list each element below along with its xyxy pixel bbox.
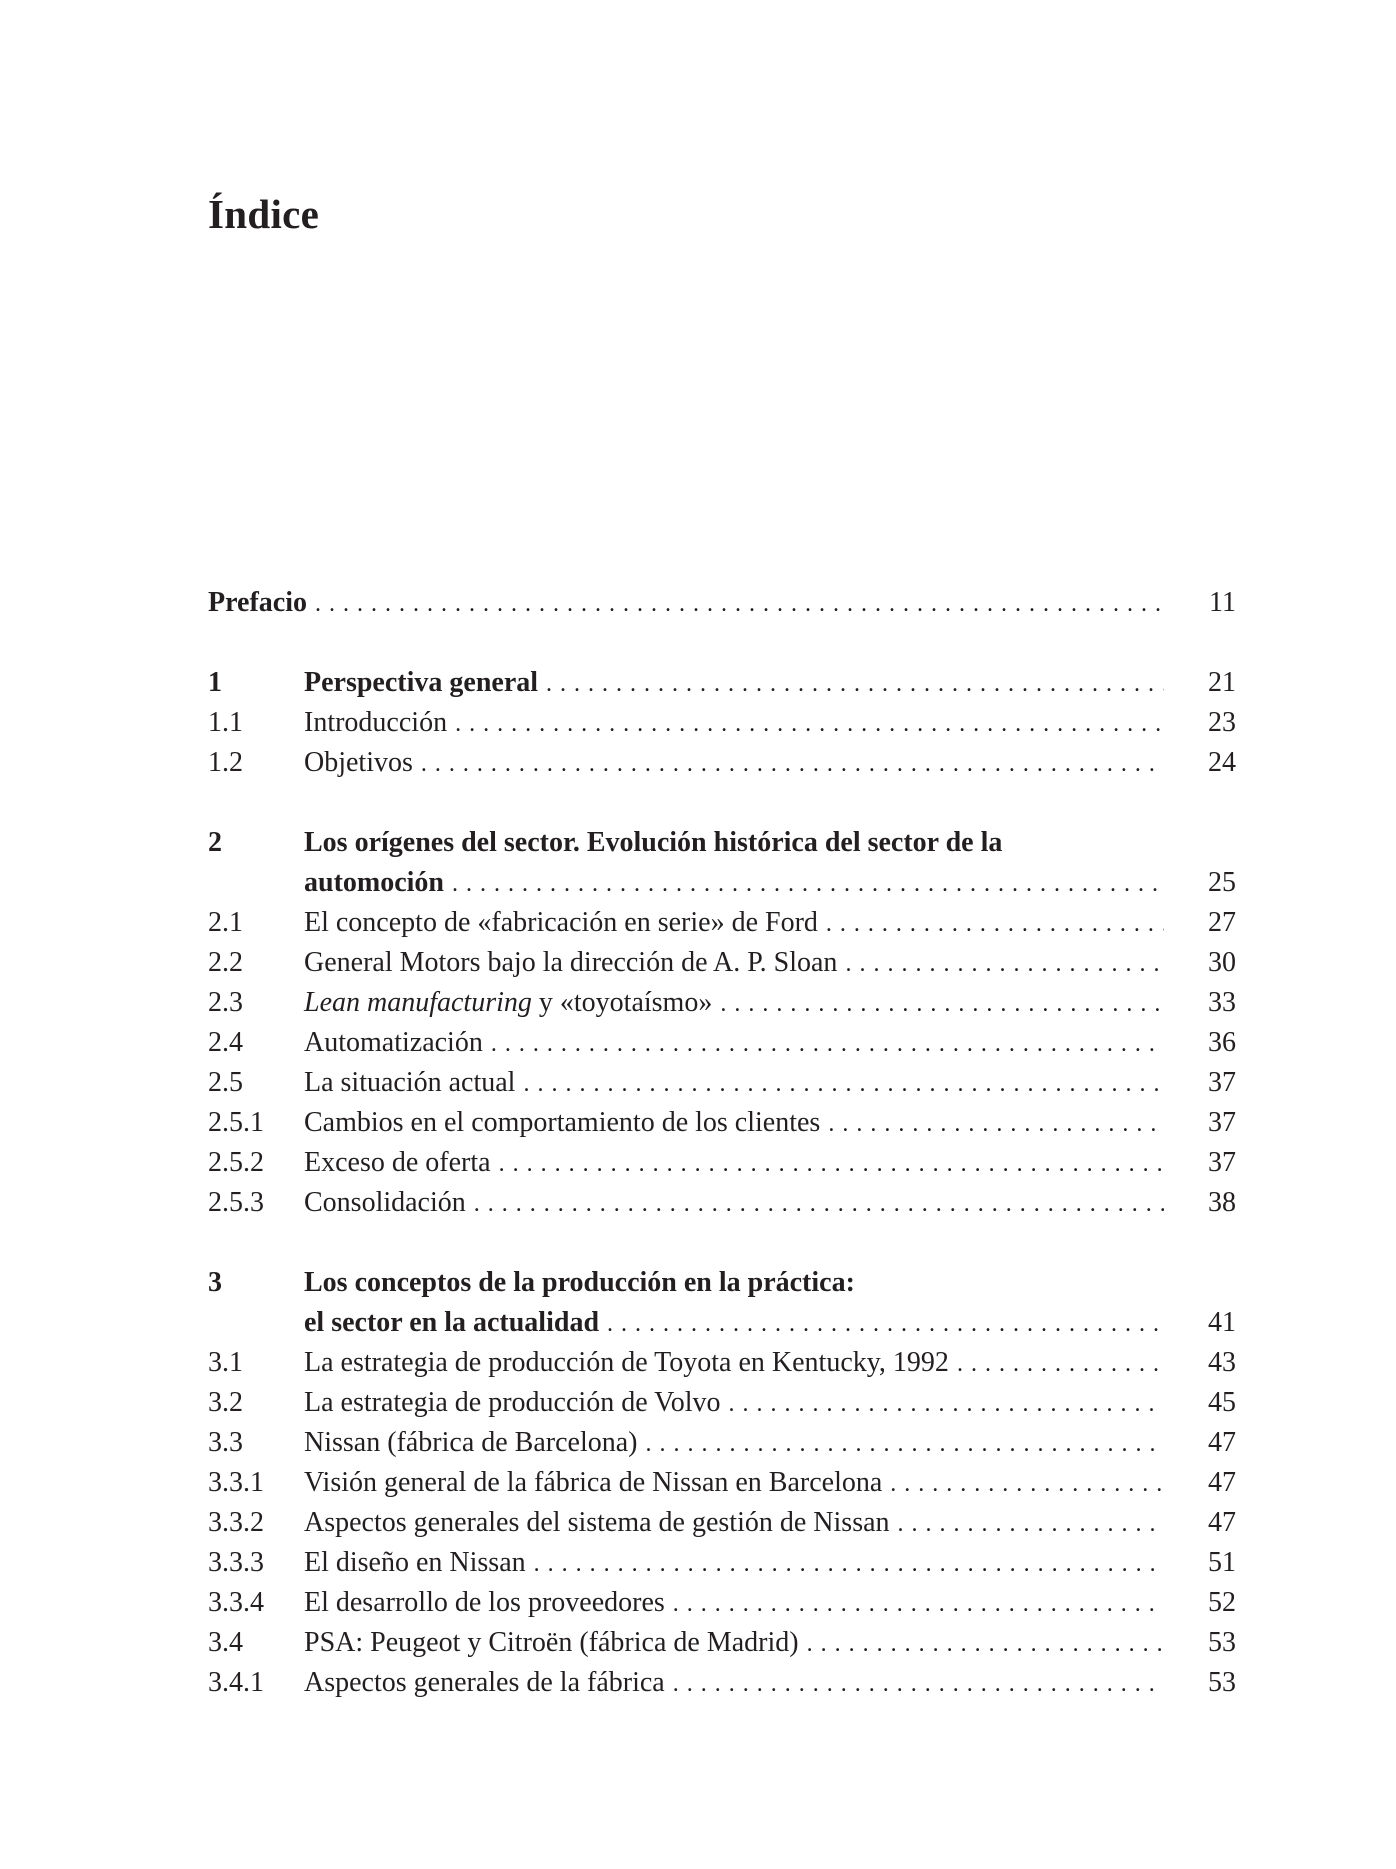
toc-entry-title: Nissan (fábrica de Barcelona): [304, 1427, 638, 1458]
toc-entry-title: El desarrollo de los proveedores: [304, 1587, 665, 1618]
dot-leader: [607, 1304, 1164, 1344]
toc-entry-number: 3.3.4: [208, 1587, 264, 1618]
toc-entry-chapter-3-line2[interactable]: [208, 1303, 1236, 1343]
dot-leader: [646, 1424, 1165, 1464]
toc-entry-title: La estrategia de producción de Volvo: [304, 1387, 721, 1418]
toc-entry-number: 3: [208, 1267, 222, 1298]
toc-entry-page: 47: [1208, 1507, 1236, 1538]
toc-group-chapter-2: [208, 823, 1236, 1223]
dot-leader: [534, 1544, 1164, 1584]
toc-entry-title-italic: Lean manufacturing: [304, 987, 532, 1018]
toc-entry-number: 1.2: [208, 747, 243, 778]
toc-entry-page: 25: [1208, 867, 1236, 898]
toc-entry-number: 3.3.1: [208, 1467, 264, 1498]
toc-entry[interactable]: [208, 1143, 1236, 1183]
toc-group-chapter-3: [208, 1263, 1236, 1703]
toc-entry-title: Aspectos generales del sistema de gestión de Nissan: [304, 1507, 890, 1538]
toc-entry[interactable]: [208, 1183, 1236, 1223]
toc-entry-title-rest: y «toyotaísmo»: [531, 987, 713, 1018]
toc-entry-title: Los conceptos de la producción en la práctica:: [304, 1267, 855, 1298]
dot-leader: [807, 1624, 1164, 1664]
toc-entry-number: 2.5.3: [208, 1187, 264, 1218]
toc-entry-title: La estrategia de producción de Toyota en Kentucky, 1992: [304, 1347, 949, 1378]
dot-leader: [673, 1664, 1164, 1704]
toc-entry-page: 37: [1208, 1067, 1236, 1098]
dot-leader: [890, 1464, 1164, 1504]
toc-entry-title: El diseño en Nissan: [304, 1547, 526, 1578]
toc-entry-page: 23: [1208, 707, 1236, 738]
dot-leader: [455, 704, 1164, 744]
toc-entry-number: 3.3.3: [208, 1547, 264, 1578]
toc-entry-preface[interactable]: [208, 583, 1236, 623]
toc-entry-title: Visión general de la fábrica de Nissan en Barcelona: [304, 1467, 883, 1498]
toc-entry[interactable]: [208, 1623, 1236, 1663]
toc-entry-page: 53: [1208, 1667, 1236, 1698]
toc-entry-number: 2.5.2: [208, 1147, 264, 1178]
dot-leader: [546, 664, 1164, 704]
toc-entry-page: 43: [1208, 1347, 1236, 1378]
toc-entry-title: Consolidación: [304, 1187, 466, 1218]
toc-entry-page: 53: [1208, 1627, 1236, 1658]
toc-entry[interactable]: [208, 1383, 1236, 1423]
toc-entry-page: 51: [1208, 1547, 1236, 1578]
toc-entry-page: 38: [1208, 1187, 1236, 1218]
toc-group-preface: [208, 583, 1236, 623]
toc-entry-number: 3.1: [208, 1347, 243, 1378]
toc-entry-title: El concepto de «fabricación en serie» de Ford: [304, 907, 818, 938]
dot-leader: [421, 744, 1164, 784]
toc-entry-number: 2.5: [208, 1067, 243, 1098]
toc-entry-page: 37: [1208, 1107, 1236, 1138]
toc-group-chapter-1: [208, 663, 1236, 783]
toc-entry-title: PSA: Peugeot y Citroën (fábrica de Madrid): [304, 1627, 799, 1658]
toc-entry[interactable]: [208, 983, 1236, 1023]
toc-entry-page: 36: [1208, 1027, 1236, 1058]
dot-leader: [474, 1184, 1164, 1224]
toc-entry[interactable]: [208, 1503, 1236, 1543]
toc-entry-number: 2: [208, 827, 222, 858]
toc-entry-number: 3.4: [208, 1627, 243, 1658]
toc-entry-number: 2.4: [208, 1027, 243, 1058]
toc-entry-page: 41: [1208, 1307, 1236, 1338]
toc-entry-page: 24: [1208, 747, 1236, 778]
dot-leader: [499, 1144, 1164, 1184]
toc-entry-title: La situación actual: [304, 1067, 516, 1098]
toc-entry[interactable]: [208, 1063, 1236, 1103]
toc-entry-title: General Motors bajo la dirección de A. P. Sloan: [304, 947, 838, 978]
toc-entry-number: 2.3: [208, 987, 243, 1018]
dot-leader: [523, 1064, 1164, 1104]
toc-entry-page: 37: [1208, 1147, 1236, 1178]
toc-entry-page: 21: [1208, 667, 1236, 698]
toc-entry-title: [304, 983, 712, 1023]
toc-entry-title: Automatización: [304, 1027, 483, 1058]
toc-entry[interactable]: [208, 1423, 1236, 1463]
toc-entry[interactable]: [208, 743, 1236, 783]
toc-entry-title: Introducción: [304, 707, 448, 738]
toc-entry-number: 2.2: [208, 947, 243, 978]
dot-leader: [828, 1104, 1164, 1144]
dot-leader: [673, 1584, 1164, 1624]
page-title: Índice: [208, 191, 320, 237]
dot-leader: [898, 1504, 1164, 1544]
toc-entry-chapter-3-line1[interactable]: [208, 1263, 1236, 1303]
toc-entry[interactable]: [208, 1543, 1236, 1583]
toc-entry[interactable]: [208, 1023, 1236, 1063]
toc-entry-page: 30: [1208, 947, 1236, 978]
toc-entry-number: 3.3.2: [208, 1507, 264, 1538]
toc-entry[interactable]: [208, 1463, 1236, 1503]
toc-entry[interactable]: [208, 703, 1236, 743]
toc-entry-number: 1.1: [208, 707, 243, 738]
toc-entry-title-continued: el sector en la actualidad: [304, 1307, 600, 1338]
toc-entry-title-continued: automoción: [304, 867, 444, 898]
toc-entry-title: Prefacio: [208, 587, 307, 618]
dot-leader: [729, 1384, 1165, 1424]
dot-leader: [491, 1024, 1164, 1064]
toc-entry-page: 47: [1208, 1427, 1236, 1458]
toc-entry-number: 3.2: [208, 1387, 243, 1418]
toc-entry-chapter-2-line1[interactable]: [208, 823, 1236, 863]
toc-entry[interactable]: [208, 1343, 1236, 1383]
toc-entry[interactable]: [208, 1663, 1236, 1703]
dot-leader: [826, 904, 1164, 944]
toc-entry-number: 2.5.1: [208, 1107, 264, 1138]
toc-entry-number: 3.4.1: [208, 1667, 264, 1698]
dot-leader: [720, 984, 1164, 1024]
toc-entry-title: Exceso de oferta: [304, 1147, 491, 1178]
toc-entry-number: 3.3: [208, 1427, 243, 1458]
toc-entry-title: Objetivos: [304, 747, 413, 778]
toc-entry-page: 45: [1208, 1387, 1236, 1418]
toc-entry-page: 52: [1208, 1587, 1236, 1618]
toc-entry-page: 33: [1208, 987, 1236, 1018]
toc-entry-chapter-1[interactable]: [208, 663, 1236, 703]
dot-leader: [845, 944, 1164, 984]
dot-leader: [957, 1344, 1164, 1384]
toc-entry[interactable]: [208, 1583, 1236, 1623]
toc-entry-page: 47: [1208, 1467, 1236, 1498]
toc-entry-chapter-2-line2[interactable]: [208, 863, 1236, 903]
toc-entry-title: Aspectos generales de la fábrica: [304, 1667, 665, 1698]
toc-entry[interactable]: [208, 903, 1236, 943]
toc-entry-number: 2.1: [208, 907, 243, 938]
toc-entry-page: 27: [1208, 907, 1236, 938]
toc-entry-page: 11: [1209, 587, 1236, 618]
toc-entry[interactable]: [208, 943, 1236, 983]
toc-entry-title: Los orígenes del sector. Evolución histórica del sector de la: [304, 827, 1003, 858]
toc-entry-number: 1: [208, 667, 222, 698]
dot-leader: [452, 864, 1164, 904]
dot-leader: [315, 584, 1164, 624]
toc-entry-title: Perspectiva general: [304, 667, 539, 698]
table-of-contents: [208, 583, 1236, 1703]
toc-entry[interactable]: [208, 1103, 1236, 1143]
toc-entry-title: Cambios en el comportamiento de los clientes: [304, 1107, 821, 1138]
